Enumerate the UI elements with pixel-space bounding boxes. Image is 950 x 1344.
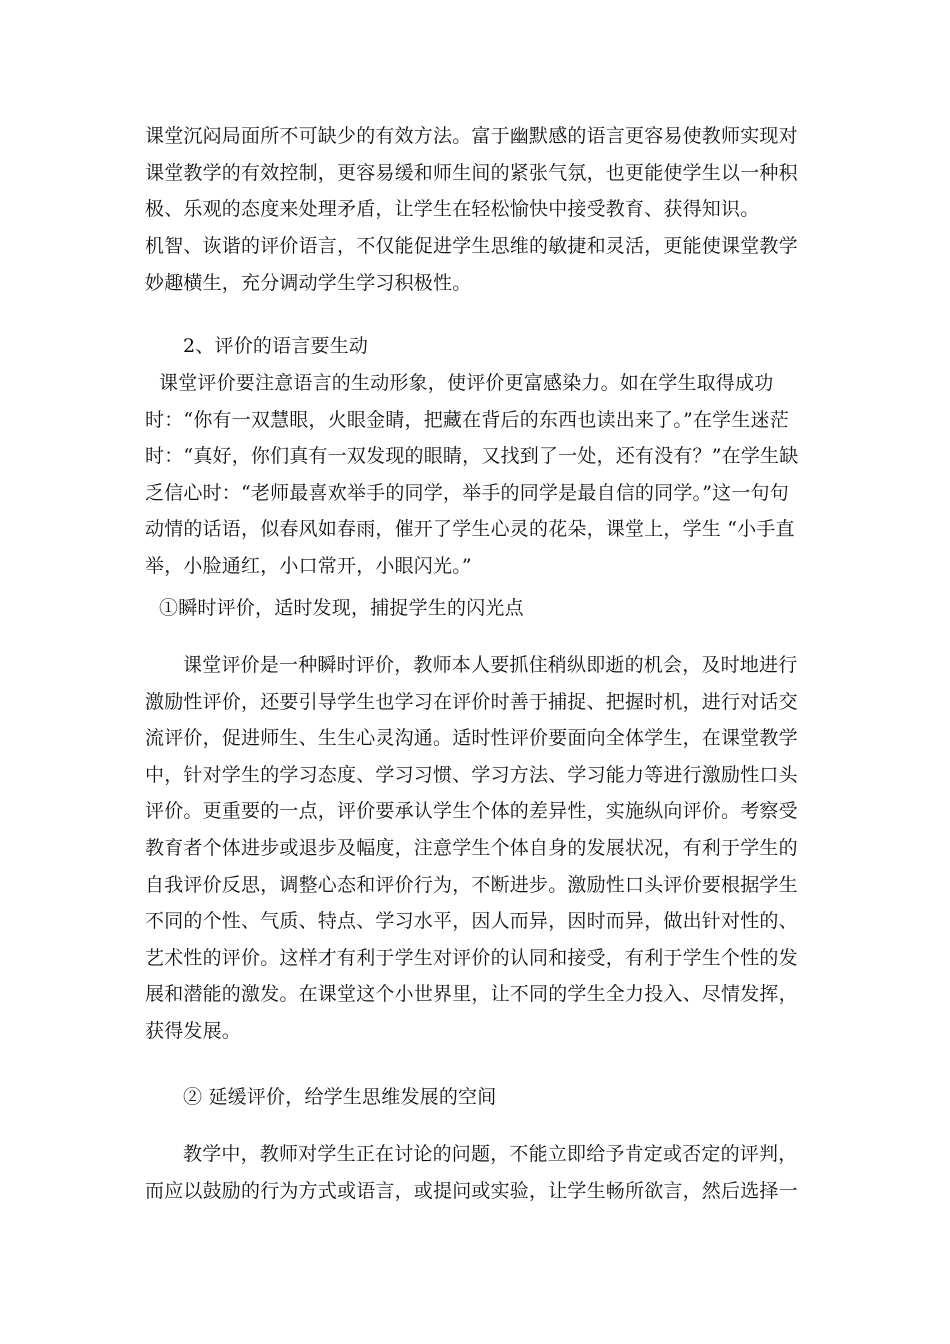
- paragraph-witty-evaluation: 机智、诙谐的评价语言，不仅能促进学生思维的敏捷和灵活，更能使课堂教学妙趣横生，充分调动学生学习积极性。: [145, 235, 798, 294]
- heading-delayed-evaluation: ② 延缓评价，给学生思维发展的空间: [183, 1086, 497, 1108]
- heading-instant-evaluation: ①瞬时评价，适时发现，捕捉学生的闪光点: [159, 597, 524, 619]
- paragraph-instant-evaluation: 课堂评价是一种瞬时评价，教师本人要抓住稍纵即逝的机会，及时地进行激励性评价，还要引导学生也学习在评价时善于捕捉、把握时机，进行对话交流评价，促进师生、生生心灵沟通。适时性评价要面向全体学生，在课堂教学中，针对学生的学习态度、学习习惯、学习方法、学习能力等进行激励性口头评价。更重要的一点，评价要承认学生个体的差异性，实施纵向评价。考察受教育者个体进步或退步及幅度，注意学生个体自身的发展状况，有利于学生的自我评价反思，调整心态和评价行为，不断进步。激励性口头评价要根据学生不同的个性、气质、特点、学习水平，因人而异，因时而异，做出针对性的、艺术性的评价。这样才有利于学生对评价的认同和接受，有利于学生个性的发展和潜能的激发。在课堂这个小世界里，让不同的学生全力投入、尽情发挥，获得发展。: [145, 654, 798, 1042]
- paragraph-humor-method: 课堂沉闷局面所不可缺少的有效方法。富于幽默感的语言更容易使教师实现对课堂教学的有效控制，更容易缓和师生间的紧张气氛，也更能使学生以一种积极、乐观的态度来处理矛盾，让学生在轻松愉快中接受教育、获得知识。: [145, 125, 798, 221]
- paragraph-delayed-evaluation: 教学中，教师对学生正在讨论的问题，不能立即给予肯定或否定的评判，而应以鼓励的行为方式或语言，或提问或实验，让学生畅所欲言，然后选择一: [145, 1143, 798, 1202]
- heading-vivid-language: 2、评价的语言要生动: [183, 335, 369, 357]
- paragraph-vivid-language: 课堂评价要注意语言的生动形象，使评价更富感染力。如在学生取得成功时：“你有一双慧眼，火眼金睛，把藏在背后的东西也读出来了。”在学生迷茫时：“真好，你们真有一双发现的眼睛，又找到了一处，还有没有？”在学生缺乏信心时：“老师最喜欢举手的同学，举手的同学是最自信的同学。”这一句句动情的话语，似春风如春雨，催开了学生心灵的花朵，课堂上，学生 “小手直举，小脸通红，小口常开，小眼闪光。”: [145, 372, 799, 577]
